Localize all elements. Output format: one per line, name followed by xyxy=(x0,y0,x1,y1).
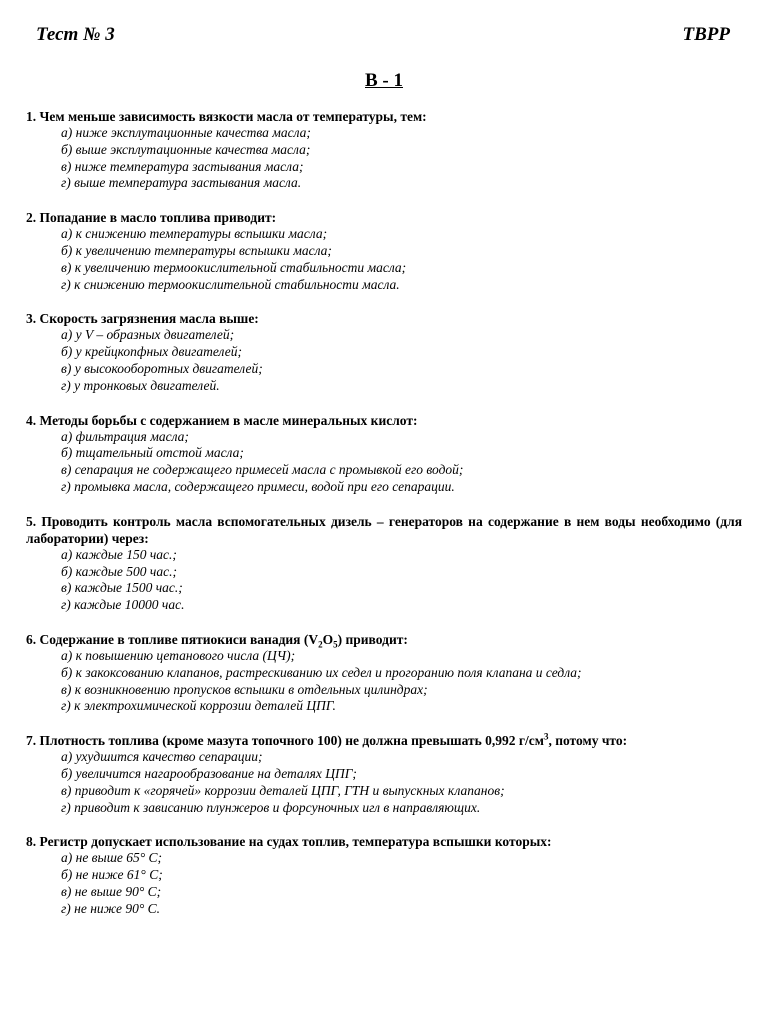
answer-list xyxy=(26,327,742,394)
answer-option: б) к закоксованию клапанов, растрескиванию их седел и прогоранию поля клапана и седла; xyxy=(61,664,582,680)
answer-option: б) каждые 500 час.; xyxy=(61,563,177,579)
answer-option: б) к увеличению температуры вспышки масла; xyxy=(61,242,332,258)
question-1 xyxy=(26,108,742,192)
answer-option: г) у тронковых двигателей. xyxy=(61,377,220,393)
answer-option: а) к снижению температуры вспышки масла; xyxy=(61,226,328,242)
answer-list xyxy=(26,429,742,496)
answer-list xyxy=(26,226,742,293)
superscript: 3 xyxy=(543,731,549,742)
question-list xyxy=(26,108,742,935)
answer-option: г) промывка масла, содержащего примеси, водой при его сепарации. xyxy=(61,478,455,494)
question-2 xyxy=(26,209,742,293)
answer-option: г) к электрохимической коррозии деталей ЦПГ. xyxy=(61,698,336,714)
subject-code: ТВРР xyxy=(682,24,730,45)
question-text-part: , потому что: xyxy=(548,733,628,749)
question-text: 4. Методы борьбы с содержанием в масле минеральных кислот: xyxy=(26,412,418,428)
answer-option: в) сепарация не содержащего примесей масла с промывкой его водой; xyxy=(61,462,464,478)
answer-option: а) фильтрация масла; xyxy=(61,428,189,444)
answer-option: г) к снижению термоокислительной стабильности масла. xyxy=(61,276,400,292)
answer-option: г) каждые 10000 час. xyxy=(61,597,185,613)
answer-list xyxy=(26,648,742,715)
answer-option: г) выше температура застывания масла. xyxy=(61,175,302,191)
test-title: Тест № 3 xyxy=(36,24,115,45)
answer-option: б) тщательный отстой масла; xyxy=(61,445,244,461)
answer-option: а) не выше 65° С; xyxy=(61,850,163,866)
question-text-part: ) приводит: xyxy=(337,631,408,647)
answer-list xyxy=(26,749,742,816)
question-text: 3. Скорость загрязнения масла выше: xyxy=(26,311,259,327)
question-5 xyxy=(26,513,742,614)
question-8 xyxy=(26,833,742,917)
question-text xyxy=(26,631,742,648)
question-3 xyxy=(26,310,742,394)
question-text-part: O xyxy=(322,631,334,647)
answer-option: б) не ниже 61° С; xyxy=(61,867,163,883)
answer-option: в) приводит к «горячей» коррозии деталей ЦПГ, ГТН и выпускных клапанов; xyxy=(61,782,505,798)
answer-option: б) выше эксплутационные качества масла; xyxy=(61,141,311,157)
answer-option: в) к возникновению пропусков вспышки в отдельных цилиндрах; xyxy=(61,681,428,697)
question-text: 1. Чем меньше зависимость вязкости масла от температуры, тем: xyxy=(26,109,427,124)
question-text: 8. Регистр допускает использование на судах топлив, температура вспышки которых: xyxy=(26,834,552,850)
subscript: 2 xyxy=(318,639,323,650)
answer-option: а) к повышению цетанового числа (ЦЧ); xyxy=(61,647,296,663)
answer-option: в) не выше 90° С; xyxy=(61,883,162,899)
answer-list xyxy=(26,850,742,917)
answer-option: в) к увеличению термоокислительной стабильности масла; xyxy=(61,259,407,275)
question-4 xyxy=(26,412,742,496)
question-text-part: 7. Плотность топлива (кроме мазута топочного 100) не должна превышать 0,992 г/см xyxy=(26,733,544,749)
answer-option: в) у высокооборотных двигателей; xyxy=(61,360,263,376)
question-7 xyxy=(26,732,742,816)
answer-option: б) увеличится нагарообразование на деталях ЦПГ; xyxy=(61,765,357,781)
question-text-part: 6. Содержание в топливе пятиокиси ванадия (V xyxy=(26,631,319,647)
answer-option: а) каждые 150 час.; xyxy=(61,546,177,562)
answer-option: в) каждые 1500 час.; xyxy=(61,580,183,596)
answer-list xyxy=(26,547,742,614)
answer-list xyxy=(26,125,742,192)
question-text: 5. Проводить контроль масла вспомогательных дизель – генераторов на содержание в нем воды необходимо (для лаборатории) через: xyxy=(26,513,742,546)
answer-option: в) ниже температура застывания масла; xyxy=(61,158,304,174)
question-text xyxy=(26,732,742,749)
answer-option: г) приводит к зависанию плунжеров и форсуночных игл в направляющих. xyxy=(61,799,481,815)
variant-title: В - 1 xyxy=(365,70,403,91)
answer-option: б) у крейцкопфных двигателей; xyxy=(61,344,242,360)
answer-option: а) ухудшится качество сепарации; xyxy=(61,749,263,765)
question-text: 2. Попадание в масло топлива приводит: xyxy=(26,210,277,226)
subscript: 5 xyxy=(333,639,338,650)
page-header xyxy=(36,24,730,48)
answer-option: а) у V – образных двигателей; xyxy=(61,327,235,343)
question-6 xyxy=(26,631,742,715)
answer-option: а) ниже эксплутационные качества масла; xyxy=(61,125,311,140)
answer-option: г) не ниже 90° С. xyxy=(61,900,161,916)
